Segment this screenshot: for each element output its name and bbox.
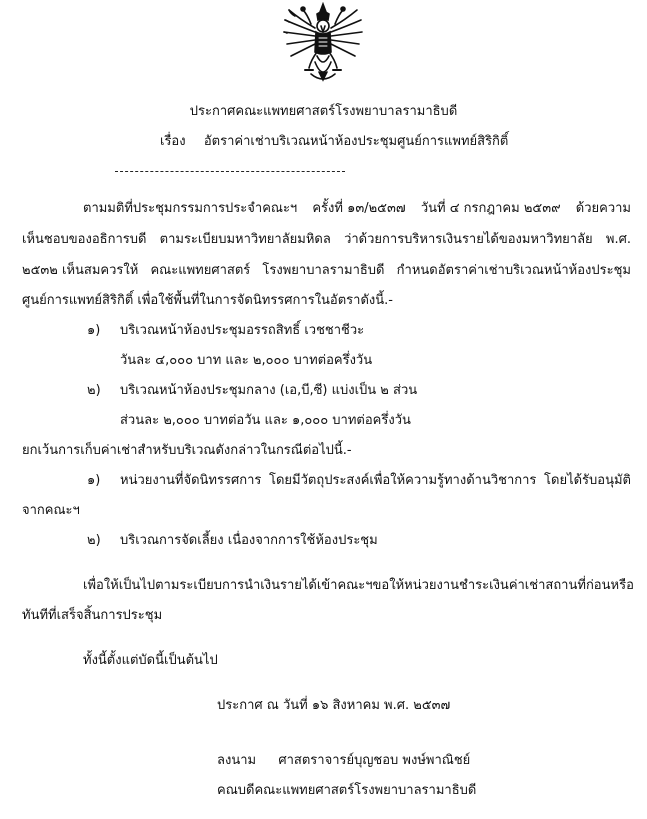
exceptions-intro: ยกเว้นการเก็บค่าเช่าสำหรับบริเวณดังกล่าวในกรณีต่อไปนี้.- (22, 443, 352, 458)
effective-statement: ทั้งนี้ตั้งแต่บัดนี้เป็นต้นไป (83, 653, 218, 668)
signer-name: ศาสตราจารย์บุญชอบ พงษ์พาณิชย์ (278, 753, 471, 768)
text-segment: ตามระเบียบมหาวิทยาลัยมหิดล (159, 232, 331, 247)
rate-2-detail: ส่วนละ ๒,๐๐๐ บาทต่อวัน และ ๑,๐๐๐ บาทต่อครึ่งวัน (120, 413, 411, 428)
text-segment: โรงพยาบาลรามาธิบดี (262, 263, 385, 278)
text-segment: โดยมีวัตถุประสงค์เพื่อให้ความรู้ทางด้านวิชาการ (268, 473, 537, 488)
subject-label: เรื่อง (160, 134, 186, 149)
announcement-date: ประกาศ ณ วันที่ ๑๖ สิงหาคม พ.ศ. ๒๕๓๗ (217, 698, 451, 713)
text-segment: โดยได้รับอนุมัติ (544, 473, 631, 488)
text-segment: พ.ศ. (605, 232, 631, 247)
text-segment: ครั้งที่ ๑๓/๒๕๓๗ (312, 201, 406, 216)
dashed-separator (115, 171, 345, 172)
text-segment: ๒๕๓๒ เห็นสมควรให้ (22, 263, 139, 278)
text-segment: เห็นชอบของอธิการบดี (22, 232, 147, 247)
paragraph-1-line-3 (22, 262, 631, 280)
subject-text: อัตราค่าเช่าบริเวณหน้าห้องประชุมศูนย์การแพทย์สิริกิติ์ (203, 134, 509, 149)
text-segment: หรือ (610, 578, 634, 593)
announcement-title: ประกาศคณะแพทยศาสตร์โรงพยาบาลรามาธิบดี (189, 104, 458, 119)
signer-position: คณบดีคณะแพทยศาสตร์โรงพยาบาลรามาธิบดี (217, 783, 477, 798)
payment-line-1 (83, 577, 634, 595)
subject-line (160, 133, 508, 151)
rate-1-detail: วันละ ๔,๐๐๐ บาท และ ๒,๐๐๐ บาทต่อครึ่งวัน (120, 353, 373, 368)
paragraph-1-line-4: ศูนย์การแพทย์สิริกิติ์ เพื่อใช้พื้นที่ในการจัดนิทรรศการในอัตราดังนี้.- (22, 293, 393, 308)
text-segment: ด้วยความ (575, 201, 631, 216)
signature-line (217, 752, 470, 770)
signed-label: ลงนาม (217, 753, 257, 768)
exception-1-line-2: จากคณะฯ (22, 503, 80, 518)
rate-2-number: ๒) (87, 383, 101, 398)
text-segment: หน่วยงานที่จัดนิทรรศการ (120, 473, 262, 488)
exception-2-line-1: บริเวณการจัดเลี้ยง เนื่องจากการใช้ห้องประชุม (120, 533, 378, 548)
garuda-emblem-icon (281, 2, 365, 84)
paragraph-1-line-1 (83, 200, 631, 218)
text-segment: เพื่อให้เป็นไปตามระเบียบการนำเงินรายได้เข้าคณะฯ (83, 578, 373, 593)
text-segment: ขอให้หน่วยงานชำระเงินค่าเช่าสถานที่ก่อน (372, 578, 611, 593)
payment-line-2: ทันทีที่เสร็จสิ้นการประชุม (22, 608, 163, 623)
text-segment: ว่าด้วยการบริหารเงินรายได้ของมหาวิทยาลัย (344, 232, 593, 247)
paragraph-1-line-2 (22, 231, 631, 249)
exception-1-number: ๑) (87, 473, 101, 488)
rate-1-number: ๑) (87, 323, 101, 338)
rate-2-title: บริเวณหน้าห้องประชุมกลาง (เอ,บี,ซี) แบ่งเป็น ๒ ส่วน (120, 383, 418, 398)
text-segment: คณะแพทยศาสตร์ (150, 263, 251, 278)
exception-2-number: ๒) (87, 533, 101, 548)
exception-1-line-1 (120, 472, 631, 490)
rate-1-title: บริเวณหน้าห้องประชุมอรรถสิทธิ์ เวชชาชีวะ (120, 323, 365, 338)
text-segment: กำหนดอัตราค่าเช่าบริเวณหน้าห้องประชุม (396, 263, 631, 278)
text-segment: วันที่ ๔ กรกฎาคม ๒๕๓๙ (420, 201, 561, 216)
text-segment: ตามมติที่ประชุมกรรมการประจำคณะฯ (83, 201, 298, 216)
